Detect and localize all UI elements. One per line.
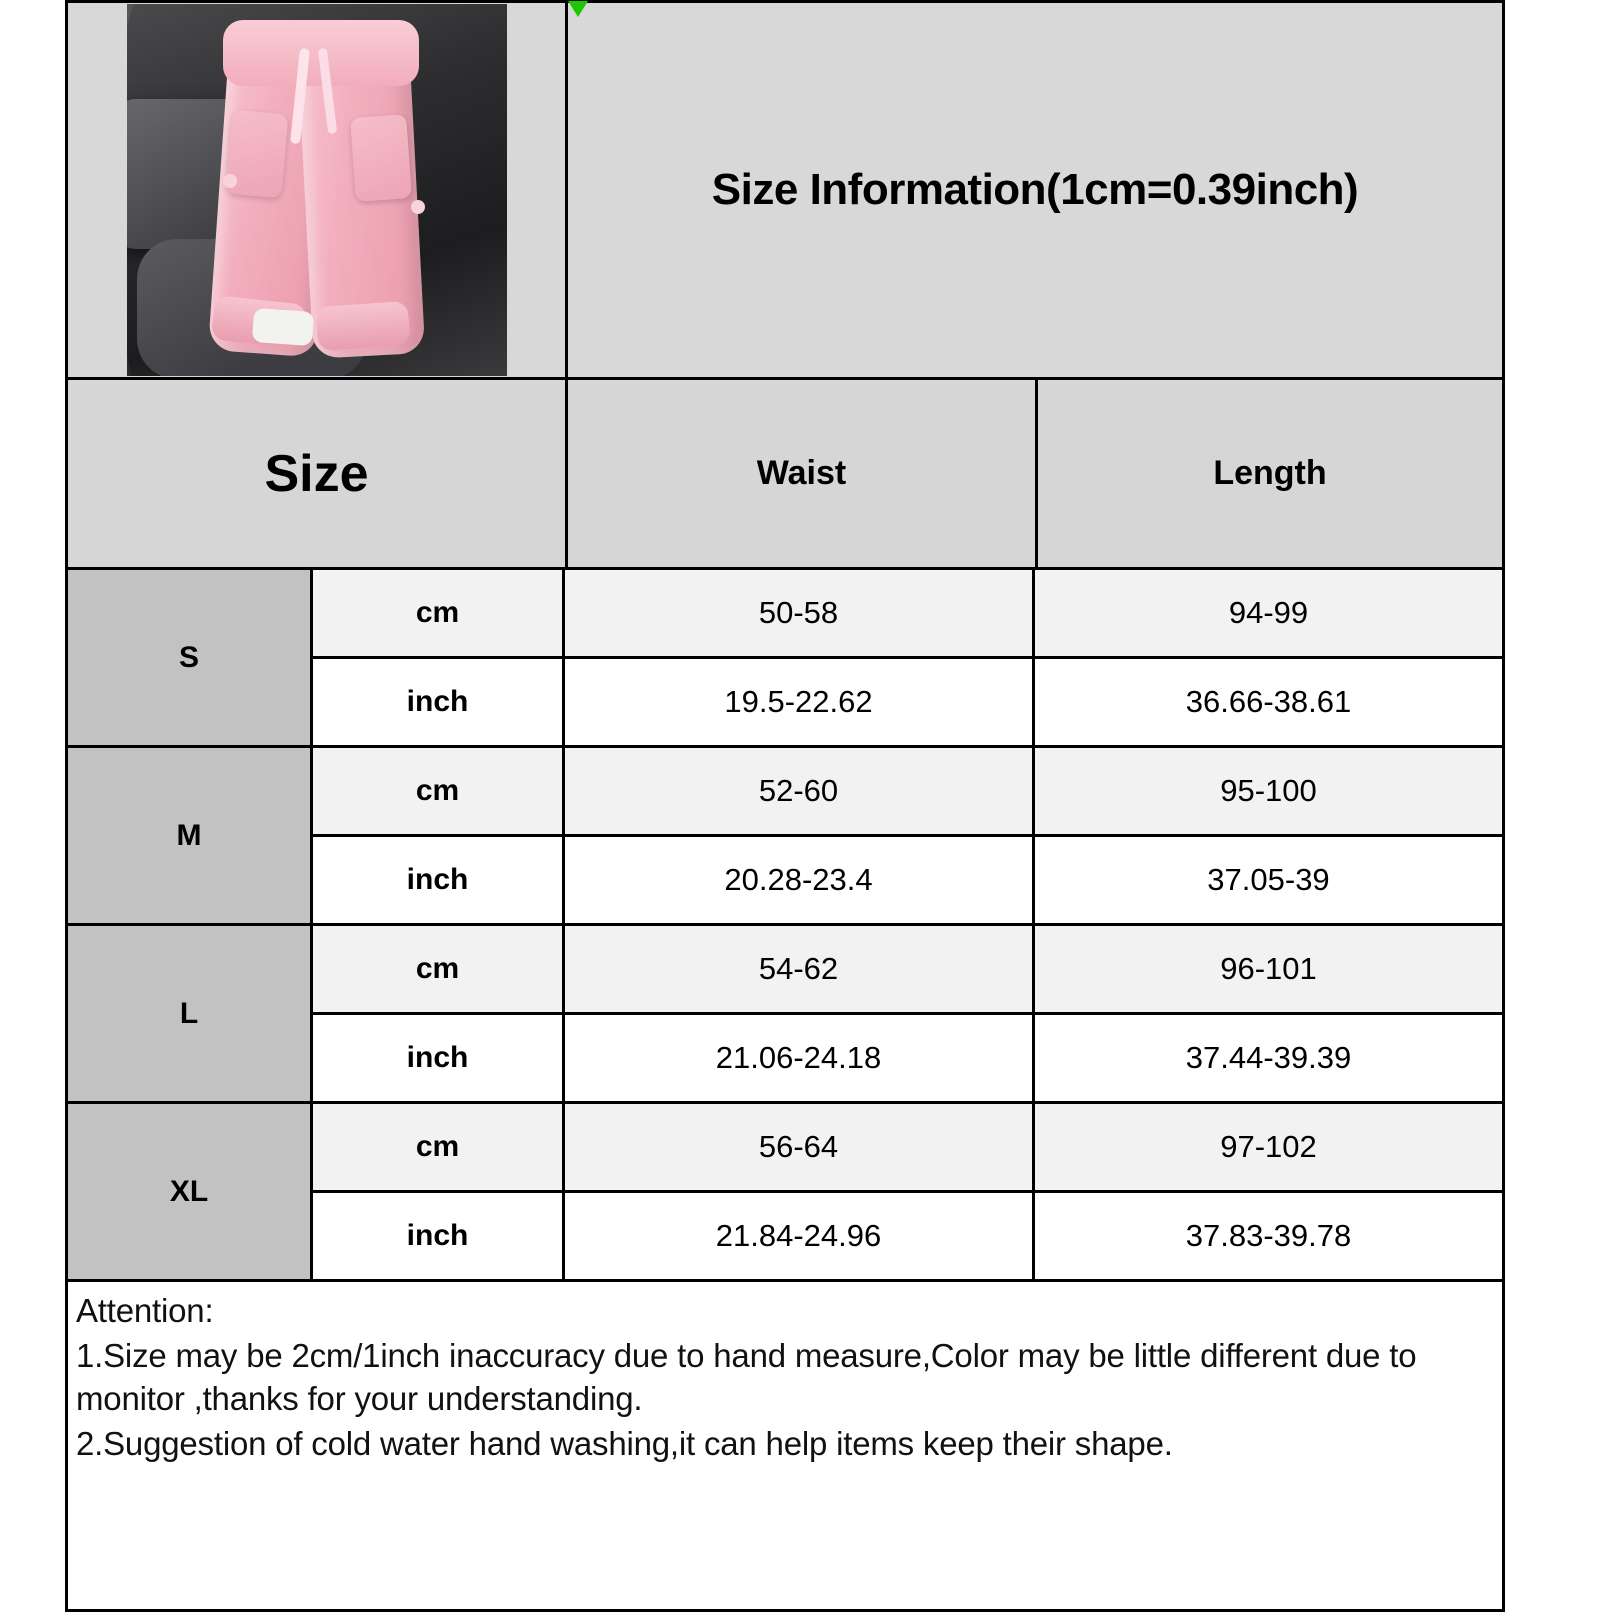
title-cell [568,3,1502,377]
unit-label-inch: inch [313,837,565,923]
attention-note-2: 2.Suggestion of cold water hand washing,it can help items keep their shape. [76,1424,1173,1462]
value-waist-cm: 52-60 [565,748,1035,834]
value-length-cm: 95-100 [1035,748,1502,834]
unit-row-cm [313,1104,1502,1193]
value-length-inch: 37.44-39.39 [1035,1015,1502,1101]
table-row [68,926,1502,1104]
unit-label-cm: cm [313,748,565,834]
product-image-cell [68,3,568,377]
header-length-label: Length [1213,454,1327,492]
header-waist-label: Waist [756,454,847,492]
size-cell-m: M [68,748,313,923]
header-size-label: Size [264,444,369,503]
size-cell-xl: XL [68,1104,313,1279]
unit-row-inch [313,1193,1502,1279]
value-length-inch: 37.83-39.78 [1035,1193,1502,1279]
size-cell-s: S [68,570,313,745]
unit-label-cm: cm [313,1104,565,1190]
pants-inner-lining [251,308,313,346]
pants-cuff-right [315,301,410,351]
value-waist-cm: 50-58 [565,570,1035,656]
value-length-cm: 97-102 [1035,1104,1502,1190]
page-title: Size Information(1cm=0.39inch) [711,165,1359,214]
attention-section [68,1282,1502,1612]
table-row [68,1104,1502,1282]
attention-heading: Attention: [76,1292,214,1329]
value-waist-cm: 56-64 [565,1104,1035,1190]
attention-note-1: 1.Size may be 2cm/1inch inaccuracy due to hand measure,Color may be little different due to monitor ,thanks for your understanding. [76,1336,1417,1417]
value-waist-inch: 21.06-24.18 [565,1015,1035,1101]
size-cell-l: L [68,926,313,1101]
unit-row-cm [313,570,1502,659]
unit-row-inch [313,659,1502,745]
header-size-cell [68,380,568,567]
size-chart-table [65,0,1505,1612]
unit-label-cm: cm [313,570,565,656]
size-values-m [313,748,1502,923]
unit-row-inch [313,1015,1502,1101]
unit-row-cm [313,926,1502,1015]
value-waist-inch: 19.5-22.62 [565,659,1035,745]
size-values-xl [313,1104,1502,1279]
unit-row-inch [313,837,1502,923]
value-length-inch: 36.66-38.61 [1035,659,1502,745]
value-length-inch: 37.05-39 [1035,837,1502,923]
unit-label-inch: inch [313,659,565,745]
value-length-cm: 96-101 [1035,926,1502,1012]
pants-tie-right [411,200,425,214]
header-length-cell [1038,380,1502,567]
table-row [68,570,1502,748]
value-waist-inch: 21.84-24.96 [565,1193,1035,1279]
value-length-cm: 94-99 [1035,570,1502,656]
header-waist-cell [568,380,1038,567]
size-values-s [313,570,1502,745]
unit-row-cm [313,748,1502,837]
size-values-l [313,926,1502,1101]
pants-cargo-pocket-right [350,114,412,202]
table-header-row [68,380,1502,570]
product-photo [127,4,507,376]
table-row [68,748,1502,926]
unit-label-inch: inch [313,1015,565,1101]
value-waist-cm: 54-62 [565,926,1035,1012]
pants-tie-left [223,174,237,188]
unit-label-cm: cm [313,926,565,1012]
unit-label-inch: inch [313,1193,565,1279]
value-waist-inch: 20.28-23.4 [565,837,1035,923]
chart-header-band [68,3,1502,380]
